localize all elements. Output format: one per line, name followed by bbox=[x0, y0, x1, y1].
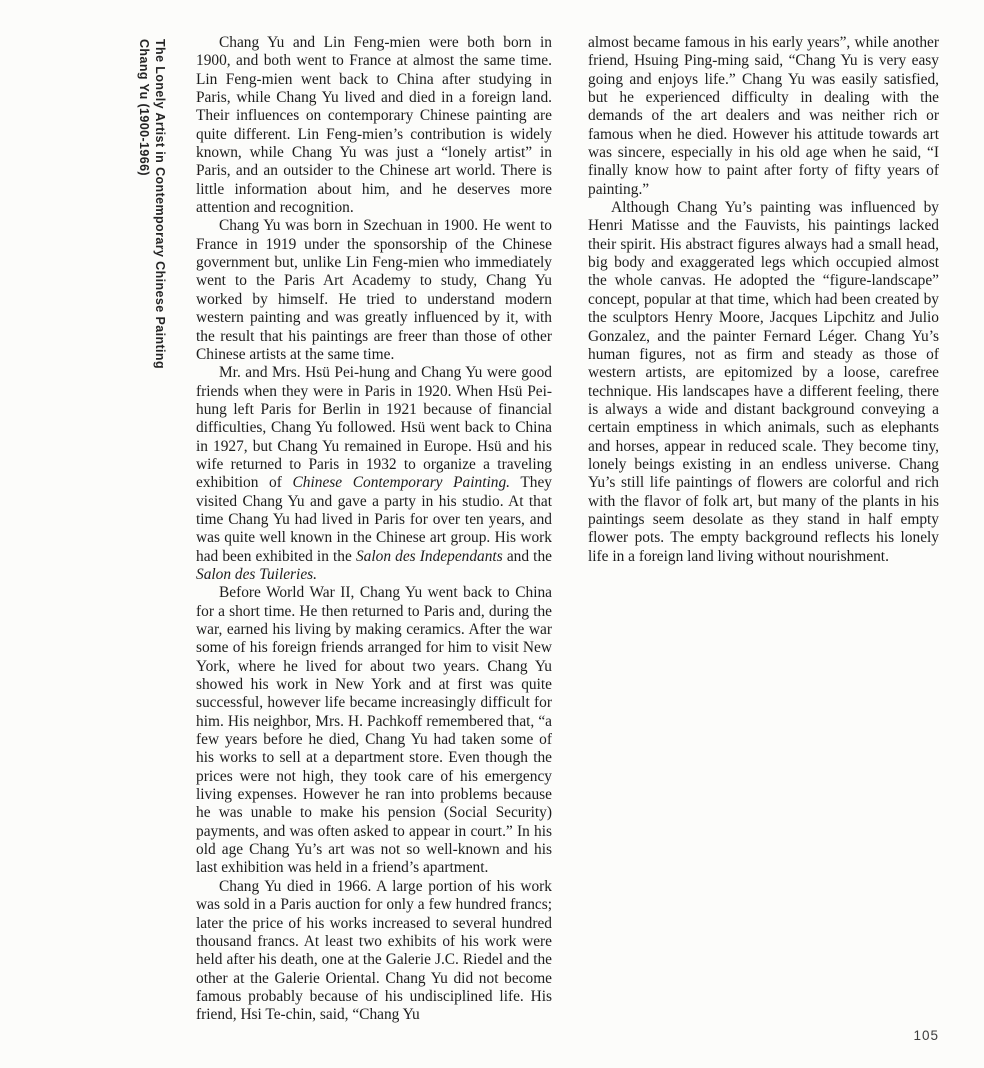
right-text-column bbox=[588, 34, 939, 566]
paragraph-1-text: Chang Yu and Lin Feng-mien were both born in 1900, and both went to France at almost the same time. Lin Feng-mien went back to China after studying in Paris, while Chang Yu lived and died in a foreign land. Their influences on contemporary Chinese painting are quite different. Lin Feng-mien’s contribution is widely known, while Chang Yu was just a “lonely artist” in Paris, and an outsider to the Chinese art world. There is little information about him, and he deserves more attention and recognition. bbox=[196, 34, 552, 217]
paragraph-6-continuation bbox=[588, 34, 939, 199]
paragraph-3 bbox=[196, 364, 552, 584]
paragraph-4 bbox=[196, 584, 552, 878]
salon-tuileries-italic: Salon des Tuileries. bbox=[196, 565, 317, 583]
chapter-title: Chang Yu (1900-1966) bbox=[137, 39, 151, 176]
paragraph-4-text: Before World War II, Chang Yu went back to China for a short time. He then returned to Paris and, during the war, earned his living by making ceramics. After the war some of his foreign friends arranged for him to visit New York, where he lived for about two years. Chang Yu showed his work in New York and at first was quite successful, however life became increasingly difficult for him. His neighbor, Mrs. H. Pachkoff remembered that, “a few years before he died, Chang Yu had taken some of his works to sell at a department store. Even though the prices were not high, they took care of his emergency living expenses. However he ran into problems because he was unable to make his pension (Social Security) payments, and was often asked to appear in court.” In his old age Chang Yu’s art was not so well-known and his last exhibition was held in a friend’s apartment. bbox=[196, 584, 552, 877]
paragraph-5-text: Chang Yu died in 1966. A large portion of his work was sold in a Paris auction for only a few hundred francs; later the price of his works increased to several hundred thousand francs. At least two exhibits of his work were held after his death, one at the Galerie J.C. Riedel and the other at the Galerie Oriental. Chang Yu did not become famous probably because of his undisciplined life. His friend, Hsi Te-chin, said, “Chang Yu bbox=[196, 877, 552, 1024]
exhibition-title-italic: Chinese Contemporary Painting. bbox=[292, 474, 511, 492]
paragraph-3-text: Mr. and Mrs. Hsü Pei-hung and Chang Yu were good friends when they were in Paris in 1920. When Hsü Pei-hung left Paris for Berlin in 1921 because of financial difficulties, Chang Yu followed. Hsü went back to China in 1927, but Chang Yu remained in Europe. Hsü and his wife returned to Paris in 1932 to organize a traveling exhibition of bbox=[196, 364, 552, 492]
chapter-sidebar bbox=[136, 39, 168, 1019]
page-number: 105 bbox=[913, 1028, 939, 1043]
paragraph-5 bbox=[196, 878, 552, 1025]
paragraph-3-text-cont-2: and the bbox=[502, 547, 552, 565]
paragraph-2-text: Chang Yu was born in Szechuan in 1900. He went to France in 1919 under the sponsorship of the Chinese government but, unlike Lin Feng-mien who immediately went to the Paris Art Academy to study, Chang Yu worked by himself. He tried to understand modern western painting and was greatly influenced by it, with the result that his paintings are freer than those of other Chinese artists at the same time. bbox=[196, 217, 552, 363]
paragraph-1 bbox=[196, 34, 552, 217]
paragraph-6-text: almost became famous in his early years”, while another friend, Hsuing Ping-ming said, “Chang Yu is very easy going and enjoys life.” Chang Yu was easily satisfied, but he experienced difficulty in dealing with the demands of the art dealers and was neither rich or famous when he died. However his attitude towards art was sincere, especially in his old age when he said, “I finally know how to paint after forty of fifty years of painting.” bbox=[588, 34, 939, 198]
left-text-column bbox=[196, 34, 552, 1025]
paragraph-2 bbox=[196, 217, 552, 364]
paragraph-3-text-cont: They visited Chang Yu and gave a party in his studio. At that time Chang Yu had lived in Paris for over ten years, and was quite well known in the Chinese art group. His work had been exhibited in the bbox=[196, 474, 552, 565]
paragraph-7 bbox=[588, 199, 939, 566]
chapter-subtitle: The Lonely Artist in Contemporary Chinese Painting bbox=[153, 39, 167, 369]
paragraph-7-text: Although Chang Yu’s painting was influenced by Henri Matisse and the Fauvists, his paintings lacked their spirit. His abstract figures always had a small head, big body and exaggerated legs which occupied almost the whole canvas. He adopted the “figure-landscape” concept, popular at that time, which had been created by the sculptors Henry Moore, Jacques Lipchitz and Julio Gonzalez, and the painter Fernard Léger. Chang Yu’s human figures, not as firm and steady as those of western artists, are epitomized by a loose, carefree technique. His landscapes have a different feeling, there is always a wide and distant background conveying a certain emptiness in which animals, such as elephants and horses, appear in reduced scale. They become tiny, lonely beings existing in an endless universe. Chang Yu’s still life paintings of flowers are colorful and rich with the flavor of folk art, but many of the plants in his paintings seem desolate as they stand in half empty flower pots. The empty background reflects his lonely life in a foreign land living without nourishment. bbox=[588, 199, 939, 565]
salon-independants-italic: Salon des Independants bbox=[355, 547, 503, 565]
